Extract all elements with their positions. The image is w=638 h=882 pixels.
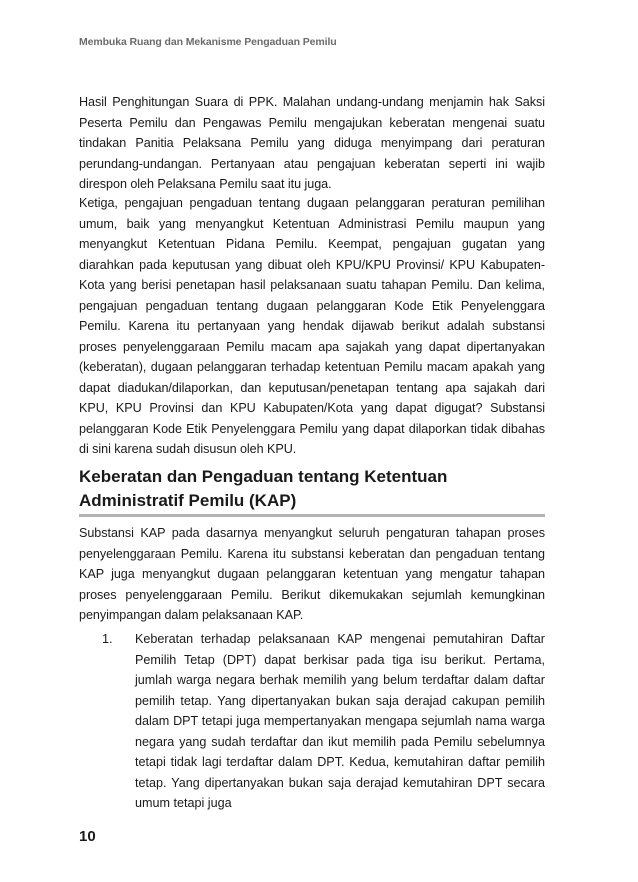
body-paragraph: Hasil Penghitungan Suara di PPK. Malahan undang-undang menjamin hak Saksi Peserta Pemilu dan Pengawas Pemilu mengajukan keberatan mengenai suatu tindakan Panitia Pelaksana Pemilu yang diduga menyimpang dari peraturan perundang-undangan. Pertanyaan atau pengajuan keberatan seperti ini wajib direspon oleh Pelaksana Pemilu saat itu juga. — [79, 95, 545, 191]
heading-underline — [79, 514, 545, 517]
section-heading-line: Keberatan dan Pengaduan tentang Ketentuan — [79, 467, 448, 486]
running-header: Membuka Ruang dan Mekanisme Pengaduan Pemilu — [79, 36, 337, 48]
body-paragraph: Ketiga, pengajuan pengaduan tentang dugaan pelanggaran peraturan pemilihan umum, baik yang menyangkut Ketentuan Administrasi Pemilu maupun yang menyangkut Ketentuan Pidana Pemilu. Keempat, pengajuan gugatan yang diarahkan pada keputusan yang dibuat oleh KPU/KPU Provinsi/ KPU Kabupaten-Kota yang berisi penetapan hasil pelaksanaan suatu tahapan Pemilu. Dan kelima, pengajuan pengaduan tentang dugaan pelanggaran Kode Etik Penyelenggara Pemilu. Karena itu pertanyaan yang hendak dijawab berikut adalah substansi proses penyelenggaraan Pemilu macam apa sajakah yang dapat dipertanyakan (keberatan), dugaan pelanggaran terhadap ketentuan Pemilu macam apakah yang dapat diadukan/dilaporkan, dan keputusan/penetapan tentang apa sajakah dari KPU, KPU Provinsi dan KPU Kabupaten/Kota yang dapat digugat? Substansi pelanggaran Kode Etik Penyelenggara Pemilu yang dapat dilaporkan tidak dibahas di sini karena sudah disusun oleh KPU. — [79, 196, 545, 456]
list-number: 1. — [102, 632, 113, 646]
body-paragraph: Substansi KAP pada dasarnya menyangkut seluruh pengaturan tahapan proses penyelenggaraan Pemilu. Karena itu substansi keberatan dan pengaduan tentang KAP juga menyangkut dugaan pelanggaran ketentuan yang mengatur tahapan proses penyelenggaraan Pemilu. Berikut dikemukakan sejumlah kemungkinan penyimpangan dalam pelaksanaan KAP. — [79, 526, 545, 622]
section-heading-line: Administratif Pemilu (KAP) — [79, 491, 297, 510]
list-item-text: Keberatan terhadap pelaksanaan KAP mengenai pemutahiran Daftar Pemilih Tetap (DPT) dapat berkisar pada tiga isu berikut. Pertama, jumlah warga negara berhak memilih yang belum terdaftar dalam daftar pemilih tetap. Yang dipertanyakan bukan saja derajad cakupan pemilih dalam DPT tetapi juga mempertanyakan mengapa sejumlah nama warga negara yang sudah terdaftar dan ikut memilih pada Pemilu sebelumnya tetapi tidak lagi terdaftar dalam DPT. Kedua, kemutahiran daftar pemilih tetap. Yang dipertanyakan bukan saja derajad kemutahiran DPT secara umum tetapi juga — [135, 632, 545, 810]
section-heading — [79, 465, 545, 513]
list-item — [79, 629, 545, 814]
page-number: 10 — [79, 828, 96, 845]
numbered-list — [79, 629, 545, 814]
